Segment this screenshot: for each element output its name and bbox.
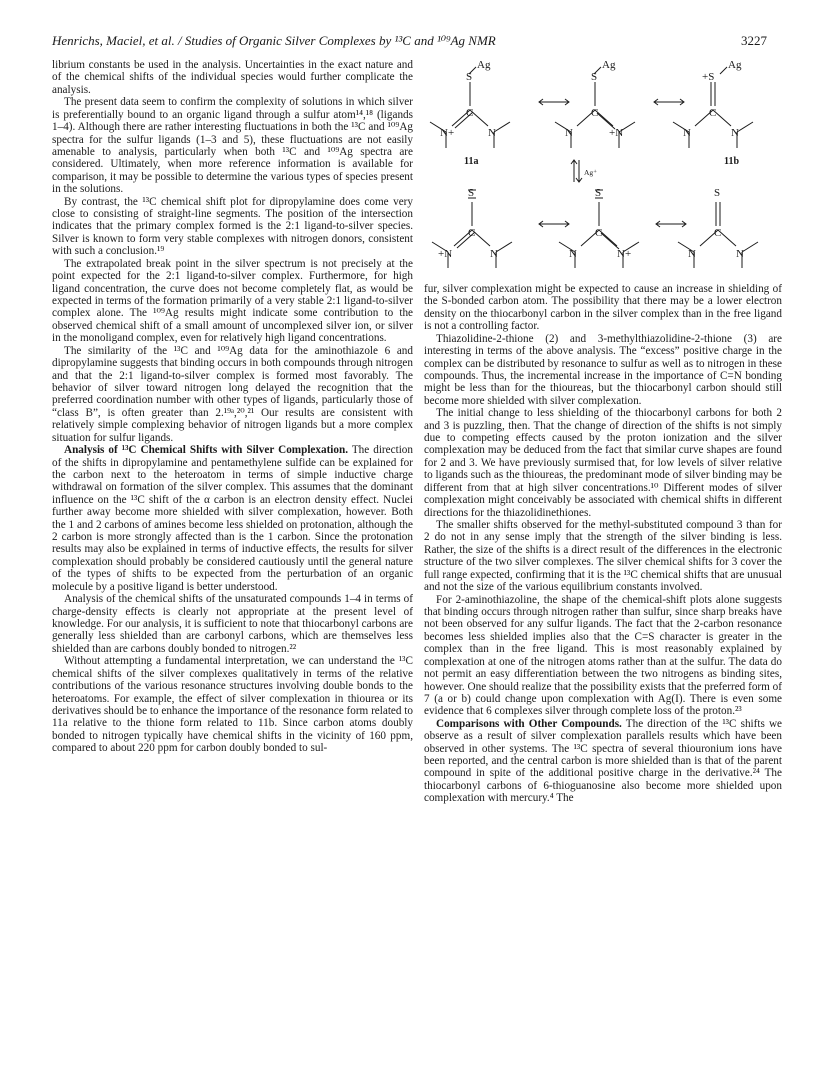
atom-label: +N [609,127,624,139]
paragraph: For 2-aminothiazoline, the shape of the chemical-shift plots alone suggests that binding occurs through nitrogen rather than sulfur, since sharp breaks have not been observed for any sulfur ligands. The fact that the 2-carbon resonance becomes less shielded implies also that the C=S character is greater in the complex than in the free ligand. This is most reasonably explained by complexation at one of the nitrogen atoms rather than at the sulfur. The data do not permit an easy differentiation between the two nitrogens as binding sites, however. One should realize that the possibility exists that the preferred form of 7 (a or b) could change upon complexation with Ag(I). There is even some evidence that 6 complexes silver through complete loss of the proton.²³ [424,593,782,718]
resonance-structures-figure [424,50,784,280]
section-paragraph [52,444,413,593]
atom-label: N [736,248,744,260]
paragraph: The smaller shifts observed for the methyl-substituted compound 3 than for 2 do not in any sense imply that the strength of the silver binding is less. Rather, the size of the shifts is a direct result of the differences in the electronic structure of the two silver complexes. The silver chemical shifts for 3 cover the full range expected, confirming that it is the ¹³C chemical shifts that are unusual and not the size of the various equilibrium constants involved. [424,519,782,594]
paragraph: Without attempting a fundamental interpretation, we can understand the ¹³C chemical shifts of the silver complexes qualitatively in terms of the relative contributions of the various resonance structures involving double bonds to the heteroatoms. For example, the effect of silver complexation in thiourea or its derivatives should be to enhance the importance of the resonance form related to 11a relative to the thione form related to 11b. Since carbon atoms doubly bonded to nitrogen typically have chemical shifts in the vicinity of 160 ppm, compared to about 220 ppm for carbon doubly bonded to sul- [52,655,413,755]
atom-label: S [466,71,473,83]
atom-label: N [731,127,739,139]
atom-label: N [683,127,691,139]
atom-label: Ag [602,59,616,71]
atom-label: C [466,107,474,119]
atom-label: N [490,248,498,260]
atom-label: C [595,227,603,239]
atom-label: N [569,248,577,260]
paragraph: Thiazolidine-2-thione (2) and 3-methylthiazolidine-2-thione (3) are interesting in terms of the above analysis. The “excess” positive charge in the complex can be distributed by resonance to sulfur as well as to nitrogen in these compounds. Thus, the incremental increase in the importance of C=N bonding might be less than for the thioureas, but the thiocarbonyl carbon should still become more shielded with silver complexation. [424,332,782,407]
atom-label: Ag [728,59,742,71]
compound-label: 11b [724,156,740,167]
paragraph: Analysis of the chemical shifts of the unsaturated compounds 1–4 in terms of charge-density effects is clearly not appropriate at the present level of knowledge. For our analysis, it is sufficient to note that thiocarbonyl carbons are generally less shielded than are carbonyl carbons, which are themselves less shielded than are carbons doubly bonded to nitrogen.²² [52,593,413,655]
atom-label: C [714,227,722,239]
atom-label: +S [702,71,715,83]
atom-label: C [709,107,717,119]
atom-label: +N [438,248,453,260]
paragraph: The initial change to less shielding of the thiocarbonyl carbons for both 2 and 3 is puzzling, then. That the change of direction of the shifts is not simply due to competing effects caused by the proton ionization and the silver complexation may be deduced from the fact that similar curve shapes are found for 2 and 3. We have previously surmised that, for low levels of silver relative to ligands such as the thioureas, the predominant mode of silver binding may be different from that at high silver concentrations.¹⁰ Different modes of silver complexation might conceivably be associated with chemical shifts in different directions for the thiazolidinethiones. [424,407,782,519]
atom-label: S [714,187,721,199]
paragraph-text: The direction of the shifts in dipropylamine and pentamethylene sulfide can be explained for the carbon next to the heteroatom in terms of simple inductive charge withdrawal on formation of the silver complex. This assumes that the dominant influence on the ¹³C shift of the α carbon is an electron density effect. Nuclei further away become more shielded with silver complexation, however. Both the 1 and 2 carbons of amines become less shielded on protonation, although the 2 carbon is more strongly affected than is the 1 carbon. Since the protonation results may also be explained in terms of inductive effects, the results for silver complexation should probably be considered cautiously until the general nature of the types of shifts to be expected from the perturbation of an organic molecule by a positive ligand is better understood. [52,444,413,593]
atom-label: Ag [477,59,491,71]
atom-label: S [595,187,602,199]
section-heading: Analysis of ¹³C Chemical Shifts with Silver Complexation. [64,444,349,457]
resonance-diagram [424,50,784,280]
page-number: 3227 [741,33,767,48]
atom-label: C [591,107,599,119]
atom-label: C [468,227,476,239]
atom-label: S [591,71,598,83]
paragraph-text: The direction of the ¹³C shifts we observe as a result of silver complexation parallels results which have been observed in other systems. The ¹³C spectra of several thiouronium ions have been reported, and the central carbon is more shielded than is that of the parent compound in spite of the additional positive charge in the derivative.²⁴ The thiocarbonyl carbons of 6-thioguanosine also become more shielded upon complexation with mercury.⁴ The [424,717,782,805]
section-paragraph [424,718,782,805]
paragraph: The similarity of the ¹³C and ¹⁰⁹Ag data for the aminothiazole 6 and dipropylamine suggests that binding occurs in both compounds through nitrogen and that the 2:1 ligand-to-silver complex is formed most favorably. The behavior of silver toward nitrogen long delayed the recognition that the preferred coordination number with other types of ligands, particularly those of “class B”, is often greater than 2.¹⁹ᵃ,²⁰,²¹ Our results are consistent with relatively simple complexing behavior of nitrogen ligands but a more complex situation for sulfur ligands. [52,344,413,444]
compound-label: 11a [464,156,479,167]
reagent-label: Ag⁺ [584,168,598,177]
paragraph: librium constants be used in the analysis. Uncertainties in the exact nature and of the chemical shifts of the individual species would further complicate the analysis. [52,59,413,96]
paragraph: fur, silver complexation might be expected to cause an increase in shielding of the S-bonded carbon atom. The possibility that there may be a lower electron density on the thiocarbonyl carbon in the silver complex than in the free ligand is not a controlling factor. [424,283,782,333]
running-header: Henrichs, Maciel, et al. / Studies of Organic Silver Complexes by ¹³C and ¹⁰⁹Ag NMR [52,33,496,48]
atom-label: N+ [440,127,455,139]
paragraph: The present data seem to confirm the complexity of solutions in which silver is preferentially bound to an organic ligand through a sulfur atom¹⁴,¹⁸ (ligands 1–4). Although there are rather interesting fluctuations in both the ¹³C and ¹⁰⁹Ag spectra for the sulfur ligands (1–3 and 5), these fluctuations are not easily amenable to analysis, particularly when both ¹³C and ¹⁰⁹Ag spectra are considered. Ultimately, when more reference information is available for comparison, it may be possible to determine the various types of species present in the solutions. [52,96,413,196]
atom-label: N [688,248,696,260]
atom-label: N [565,127,573,139]
right-column [424,283,782,805]
left-column [52,59,413,755]
paragraph: By contrast, the ¹³C chemical shift plot for dipropylamine does come very close to consisting of straight-line segments. The position of the intersection indicates that the primary complex formed is the 2:1 ligand-to-silver species. Silver is known to form very stable complexes with nitrogen donors, consistent with such a conclusion.¹⁹ [52,195,413,258]
section-heading: Comparisons with Other Compounds. [436,717,622,730]
atom-label: N [488,127,496,139]
atom-label: N+ [617,248,632,260]
atom-label: S [468,187,475,199]
paragraph: The extrapolated break point in the silver spectrum is not precisely at the point expected for the 2:1 ligand-to-silver complex. Furthermore, for high ligand concentration, the curve does not become completely flat, as would be expected in terms of the formation primarily of a very stable 2:1 ligand-to-silver complex alone. The ¹⁰⁹Ag results might indicate some contribution to the observed chemical shift of a small amount of uncomplexed silver ion, or silver in the monoligand complex, even for relatively high ligand concentrations. [52,257,413,345]
